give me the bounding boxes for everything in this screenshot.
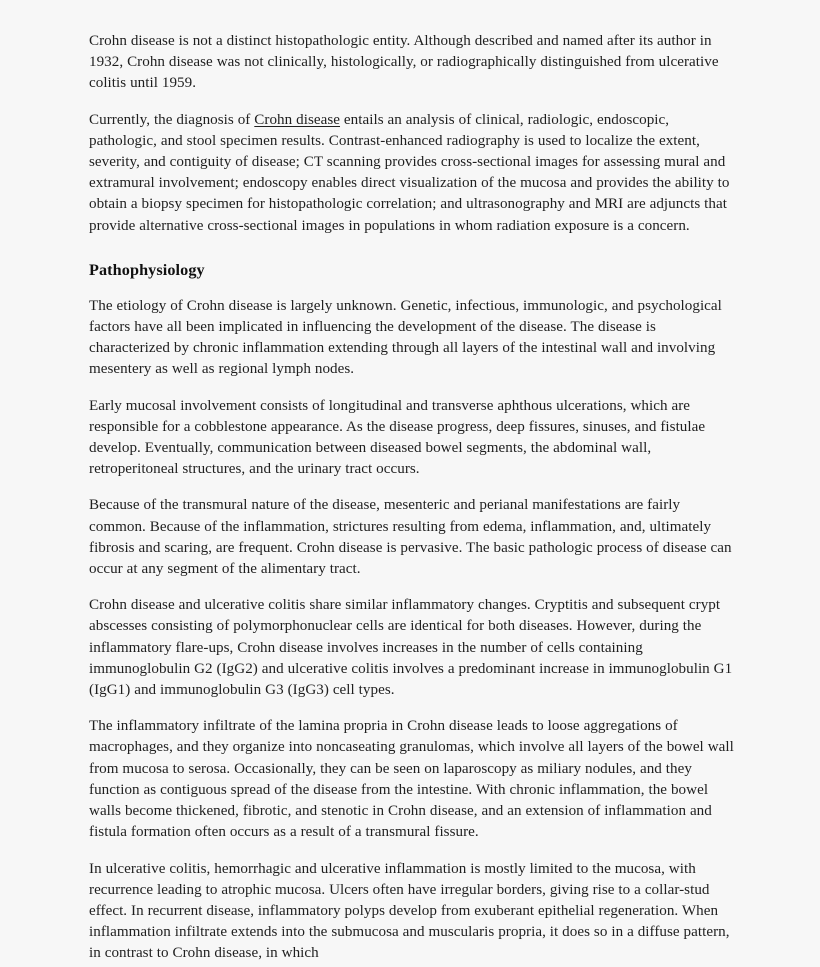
paragraph-etiology: The etiology of Crohn disease is largely unknown. Genetic, infectious, immunologic, and psychological factors have all been implicated in influencing the development of the disease. The disease is characterized by chronic inflammation extending through all layers of the intestinal wall and involving mesentery as well as regional lymph nodes. — [89, 297, 722, 378]
paragraph-transmural-nature: Because of the transmural nature of the disease, mesenteric and perianal manifestations are fairly common. Because of the inflammation, strictures resulting from edema, inflammation, and, ultimately fibrosis and scaring, are frequent. Crohn disease is pervasive. The basic pathologic process of disease can occur at any segment of the alimentary tract. — [89, 497, 732, 578]
crohn-disease-link[interactable]: Crohn disease — [254, 111, 341, 128]
paragraph-diagnosis — [89, 110, 737, 237]
paragraph-lamina-propria: The inflammatory infiltrate of the lamina propria in Crohn disease leads to loose aggregations of macrophages, and they organize into noncaseating granulomas, which involve all layers of the bowel wall from mucosa to serosa. Occasionally, they can be seen on laparoscopy as miliary nodules, and they function as contiguous spread of the disease from the intestine. With chronic inflammation, the bowel walls become thickened, fibrotic, and stenotic in Crohn disease, and an extension of inflammation and fistula formation often occurs as a result of a transmural fissure. — [89, 718, 734, 841]
paragraph-inflammatory-changes: Crohn disease and ulcerative colitis share similar inflammatory changes. Cryptitis and subsequent crypt abscesses consisting of polymorphonuclear cells are identical for both diseases. However, during the inflammatory flare-ups, Crohn disease involves increases in the number of cells containing immunoglobulin G2 (IgG2) and ulcerative colitis involves a predominant increase in immunoglobulin G1 (IgG1) and immunoglobulin G3 (IgG3) cell types. — [89, 597, 733, 699]
paragraph-ulcerative-colitis: In ulcerative colitis, hemorrhagic and ulcerative inflammation is mostly limited to the mucosa, with recurrence leading to atrophic mucosa. Ulcers often have irregular borders, giving rise to a collar-stud effect. In recurrent disease, inflammatory polyps develop from exuberant epithelial regeneration. When inflammation infiltrate extends into the submucosa and muscularis propria, it does so in a diffuse pattern, in contrast to Crohn disease, in which — [89, 860, 730, 962]
paragraph-intro: Crohn disease is not a distinct histopathologic entity. Although described and named after its author in 1932, Crohn disease was not clinically, histologically, or radiographically distinguished from ulcerative colitis until 1959. — [89, 33, 719, 92]
paragraph-diagnosis-text-after: entails an analysis of clinical, radiologic, endoscopic, pathologic, and stool specimen results. Contrast-enhanced radiography is used to localize the extent, severity, and contiguity of disease; CT scanning provides cross-sectional images for assessing mural and extramural involvement; endoscopy enables direct visualization of the mucosa and provides the ability to obtain a biopsy specimen for histopathologic correlation; and ultrasonography and MRI are adjuncts that provide alternative cross-sectional images in populations in whom radiation exposure is a concern. — [89, 111, 730, 234]
section-heading-pathophysiology: Pathophysiology — [89, 260, 205, 279]
paragraph-mucosal-involvement: Early mucosal involvement consists of longitudinal and transverse aphthous ulcerations, which are responsible for a cobblestone appearance. As the disease progress, deep fissures, sinuses, and fistulae develop. Eventually, communication between diseased bowel segments, the abdominal wall, retroperitoneal structures, and the urinary tract occurs. — [89, 397, 706, 478]
paragraph-diagnosis-text-before: Currently, the diagnosis of — [89, 111, 255, 128]
document-body — [89, 31, 737, 965]
